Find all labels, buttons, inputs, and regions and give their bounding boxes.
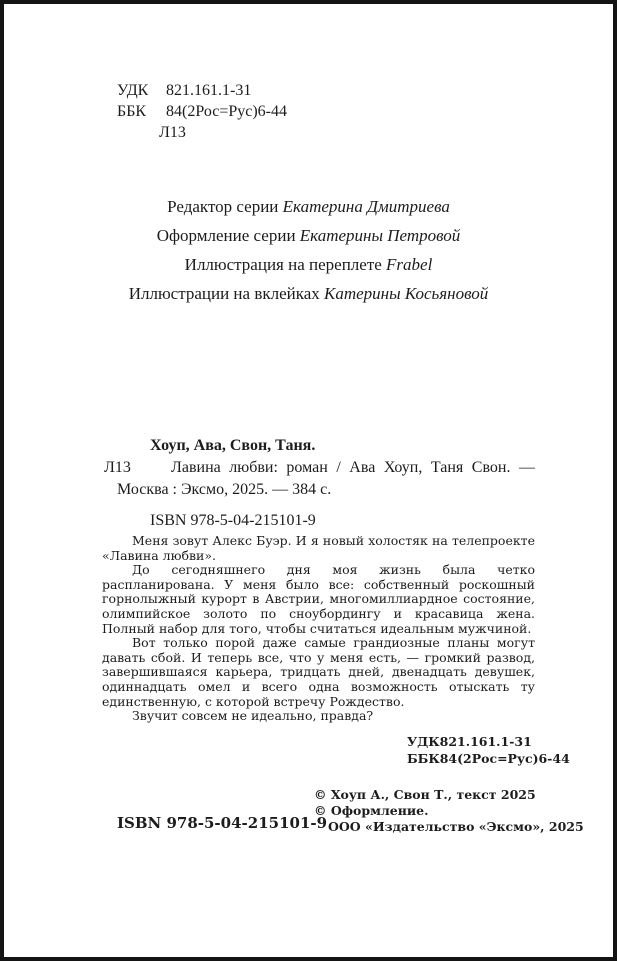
credit-name: Екатерины Петровой [299,226,461,245]
catalog-entry-text: Лавина любви: роман / Ава Хоуп, Таня Свон. — Москва : Эксмо, 2025. — 384 с. [117,459,535,498]
isbn-bottom: ISBN 978-5-04-215101-9 [117,814,328,832]
credit-name: Екатерина Дмитриева [282,197,450,216]
copyright-design: © Оформление. [314,803,429,818]
annotation-block [102,534,535,724]
credit-name: Frabel [386,255,433,274]
credit-line-editor [4,192,613,221]
catalog-entry [104,457,535,501]
series-credits [4,192,613,308]
authors-heading: Хоуп, Ава, Свон, Таня. [150,437,316,454]
catalog-code: Л13 [104,459,131,476]
udk-bottom: УДК821.161.1-31 [407,734,532,749]
credit-name: Катерины Косьяновой [324,284,489,303]
credit-label: Иллюстрация на переплете [184,255,382,274]
isbn-main: ISBN 978-5-04-215101-9 [150,512,316,529]
author-code: Л13 [159,124,186,141]
bbk-row [117,101,287,122]
bbk-bottom: ББК84(2Рос=Рус)6-44 [407,751,570,766]
classification-bottom-block [407,733,570,767]
annotation-paragraph: Вот только порой даже самые грандиозные планы могут давать сбой. И теперь все, что у меня есть, — громкий развод, завершившаяся карьера, тридцать дней, двенадцать девушек, одиннадцать омел и всего одна возможность отыскать ту единственную, с которой встречу Рождество. [102,635,535,709]
udk-label: УДК [117,82,149,99]
udk-row [117,80,287,101]
credit-label: Редактор серии [167,197,279,216]
bibliographic-entry [104,435,535,532]
copyright-authors: © Хоуп А., Свон Т., текст 2025 [314,787,536,802]
copyright-publisher: ООО «Издательство «Эксмо», 2025 [328,819,584,834]
annotation-paragraph: Звучит совсем не идеально, правда? [132,708,374,724]
copyright-block [314,787,584,835]
udk-value: 821.161.1-31 [166,82,252,99]
credit-label: Иллюстрации на вклейках [128,284,320,303]
bbk-label: ББК [117,103,147,120]
annotation-paragraph: До сегодняшнего дня моя жизнь была четко распланирована. У меня было все: собственный роскошный горнолыжный курорт в Австрии, многомиллиардное состояние, олимпийское золото по сноубордингу и красавица жена. Полный набор для того, чтобы считаться идеальным мужчиной. [102,562,535,636]
credit-label: Оформление серии [156,226,296,245]
credit-line-cover-illustration [4,250,613,279]
annotation-paragraph: Меня зовут Алекс Буэр. И я новый холостяк на телепроекте «Лавина любви». [102,533,535,563]
bbk-value: 84(2Рос=Рус)6-44 [166,103,288,120]
classification-top-block [117,80,287,143]
credit-line-design [4,221,613,250]
credit-line-inset-illustrations [4,279,613,308]
